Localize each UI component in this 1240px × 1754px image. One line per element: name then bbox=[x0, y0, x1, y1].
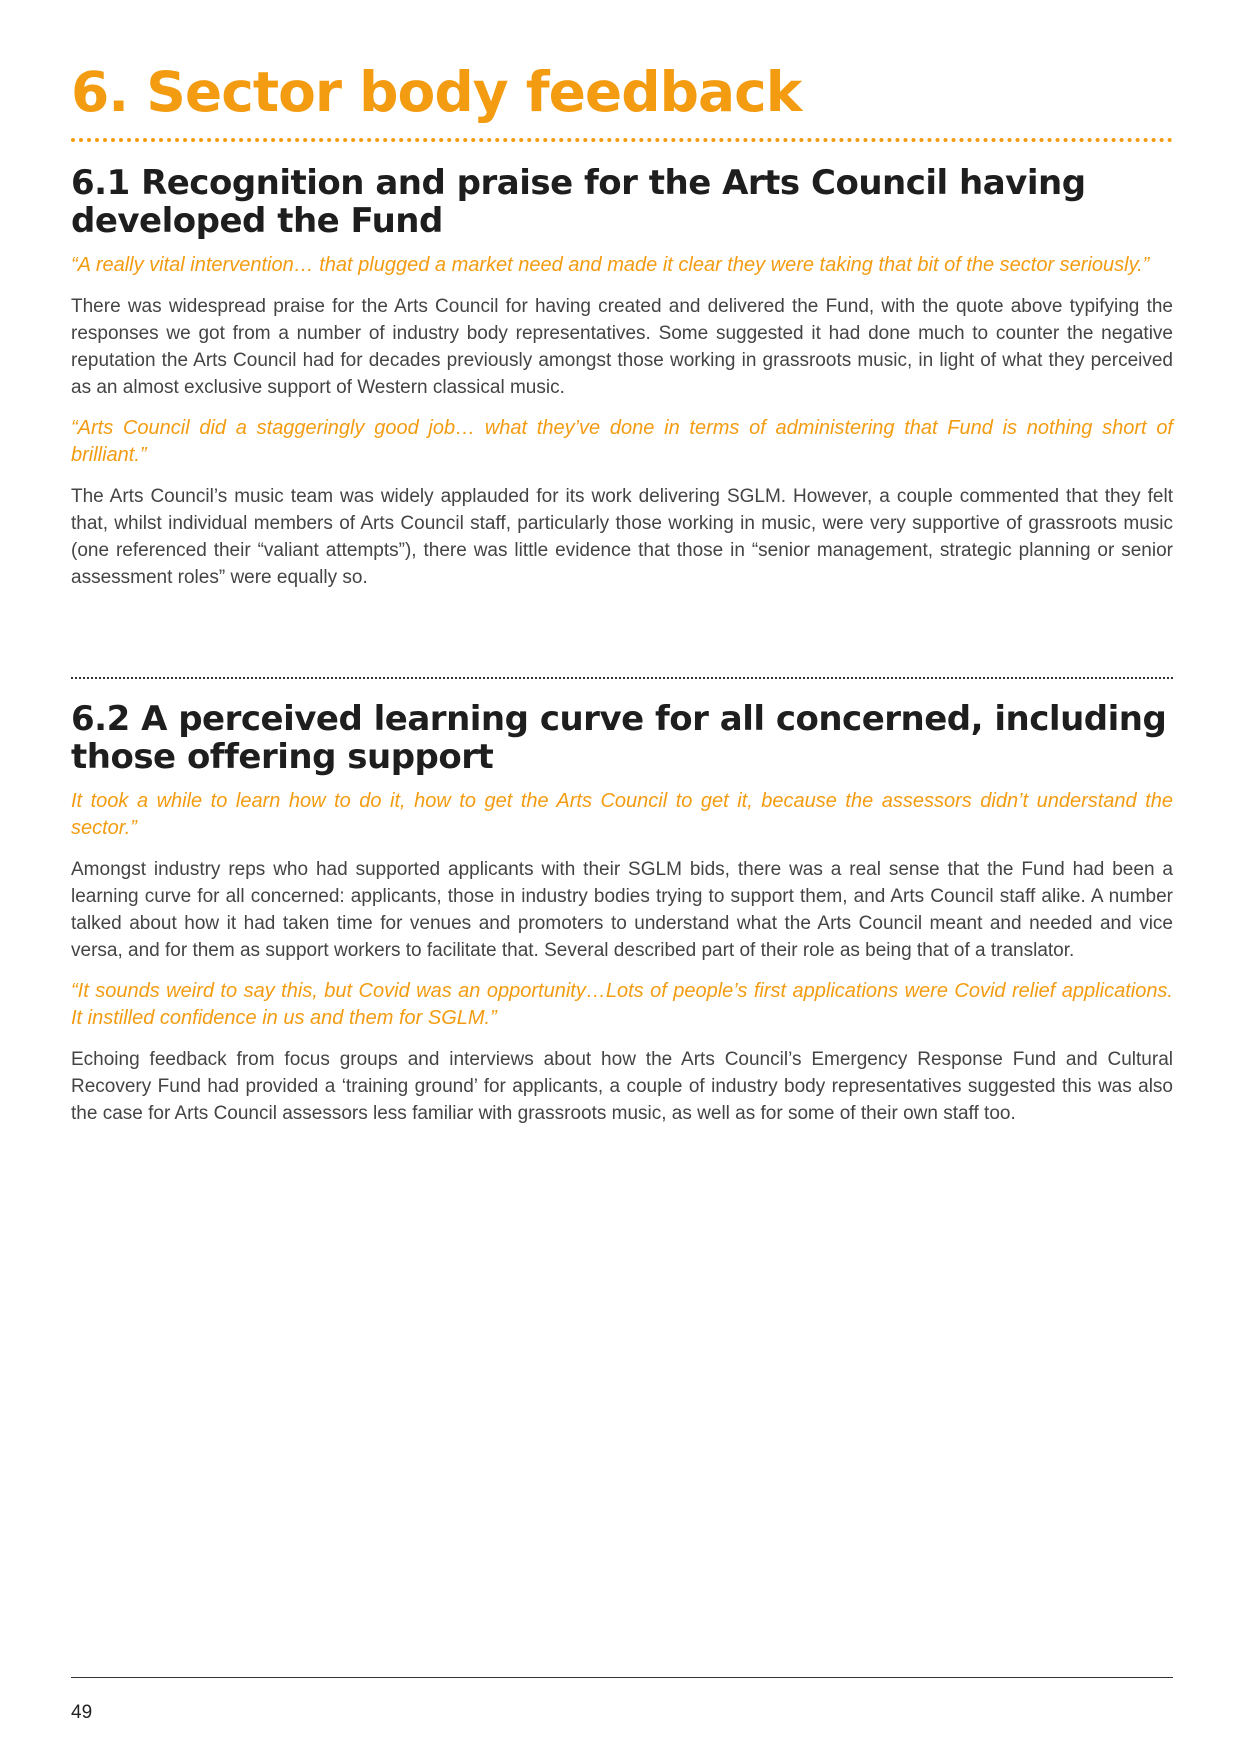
section-6-2 bbox=[71, 700, 1173, 1141]
section-6-1 bbox=[71, 164, 1173, 605]
section-divider bbox=[71, 677, 1173, 679]
chapter-title: 6. Sector body feedback bbox=[71, 60, 802, 124]
section-heading: 6.2 A perceived learning curve for all concerned, including those offering support bbox=[71, 699, 1167, 777]
pull-quote: “It sounds weird to say this, but Covid was an opportunity…Lots of people’s first applications were Covid relief applications. It instilled confidence in us and them for SGLM.” bbox=[71, 980, 1173, 1029]
body-paragraph: Amongst industry reps who had supported applicants with their SGLM bids, there was a real sense that the Fund had been a learning curve for all concerned: applicants, those in industry bodies trying to support them, and Arts Council staff alike. A number talked about how it had taken time for venues and promoters to understand what the Arts Council meant and needed and vice versa, and for them as support workers to facilitate that. Several described part of their role as being that of a translator. bbox=[71, 859, 1173, 961]
body-paragraph: Echoing feedback from focus groups and interviews about how the Arts Council’s Emergency Response Fund and Cultural Recovery Fund had provided a ‘training ground’ for applicants, a couple of industry body representatives suggested this was also the case for Arts Council assessors less familiar with grassroots music, as well as for some of their own staff too. bbox=[71, 1049, 1173, 1124]
body-paragraph: The Arts Council’s music team was widely applauded for its work delivering SGLM. However, a couple commented that they felt that, whilst individual members of Arts Council staff, particularly those working in music, were very supportive of grassroots music (one referenced their “valiant attempts”), there was little evidence that those in “senior management, strategic planning or senior assessment roles” were equally so. bbox=[71, 486, 1173, 588]
pull-quote: “Arts Council did a staggeringly good job… what they’ve done in terms of administering that Fund is nothing short of brilliant.” bbox=[71, 417, 1173, 466]
chapter-divider bbox=[71, 138, 1173, 142]
pull-quote: It took a while to learn how to do it, how to get the Arts Council to get it, because the assessors didn’t understand the sector.” bbox=[71, 790, 1173, 839]
body-paragraph: There was widespread praise for the Arts Council for having created and delivered the Fund, with the quote above typifying the responses we got from a number of industry body representatives. Some suggested it had done much to counter the negative reputation the Arts Council had for decades previously amongst those working in grassroots music, in light of what they perceived as an almost exclusive support of Western classical music. bbox=[71, 296, 1173, 398]
footer-rule bbox=[71, 1677, 1173, 1678]
pull-quote: “A really vital intervention… that plugged a market need and made it clear they were taking that bit of the sector seriously.” bbox=[71, 254, 1150, 276]
page-number: 49 bbox=[71, 1702, 93, 1723]
section-heading: 6.1 Recognition and praise for the Arts Council having developed the Fund bbox=[71, 163, 1086, 241]
